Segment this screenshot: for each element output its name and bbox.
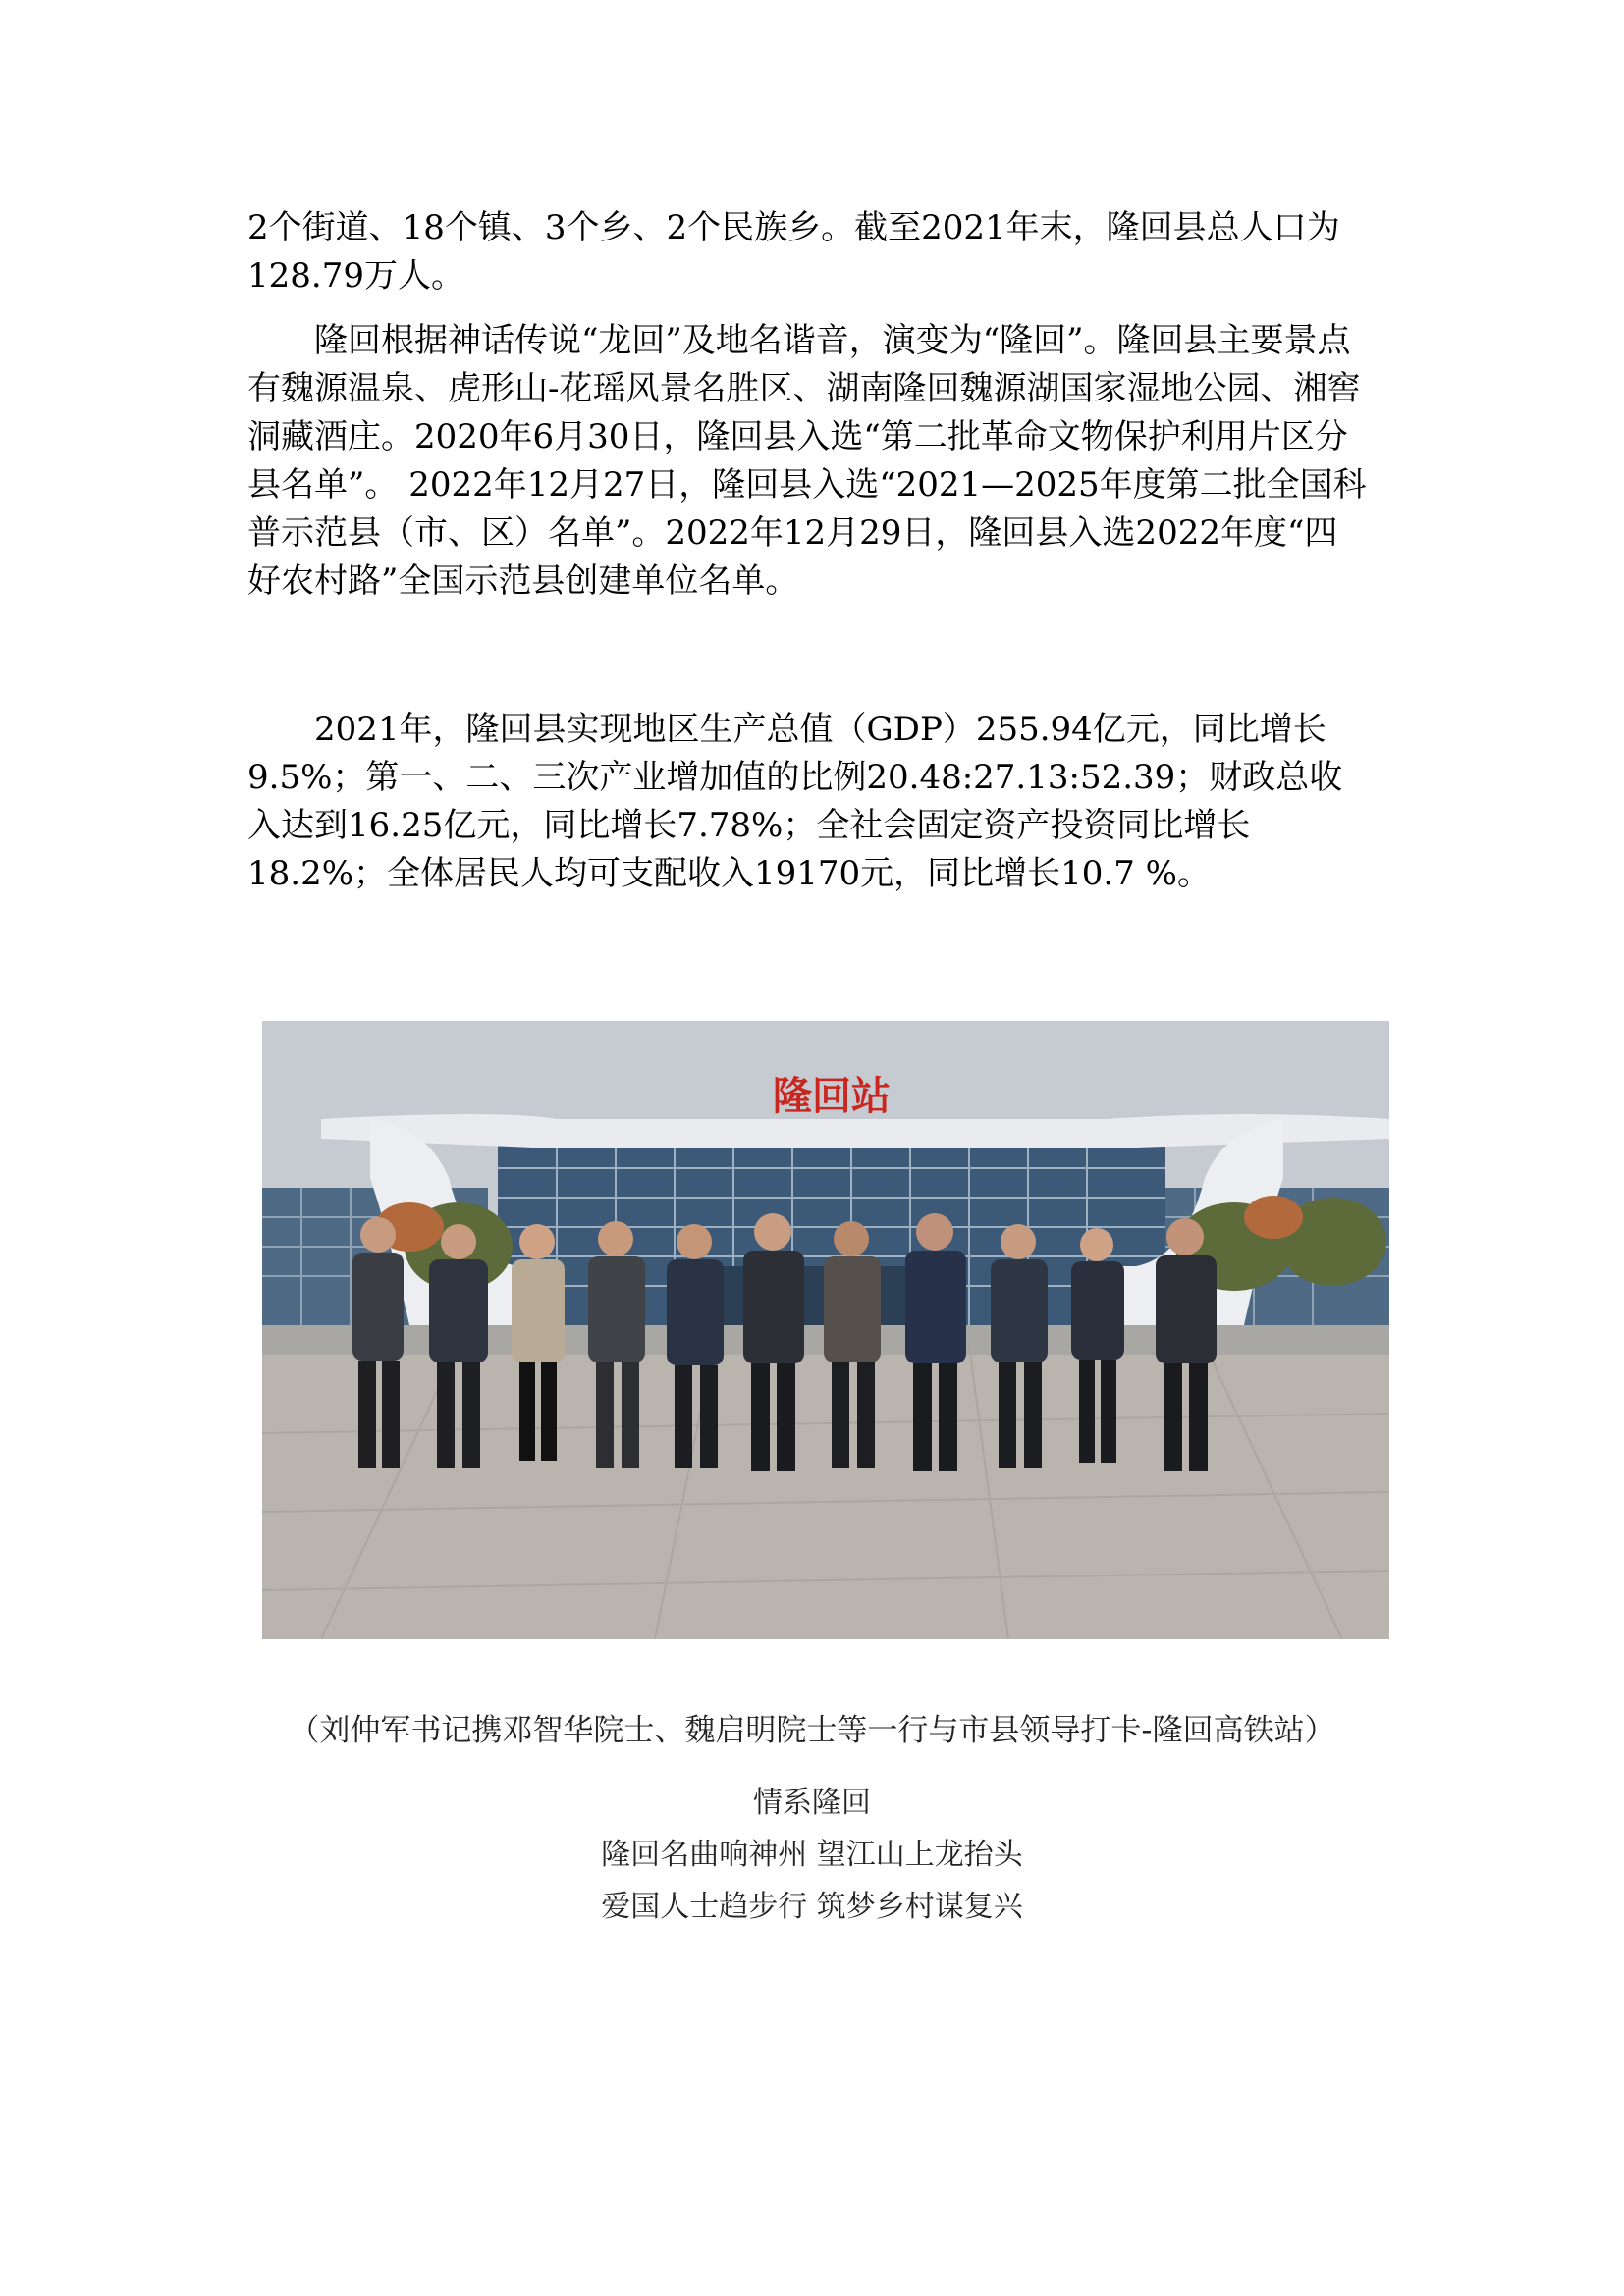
poem-title: 情系隆回 [753, 1786, 871, 1820]
poem-line-2: 爱国人士趋步行 筑梦乡村谋复兴 [601, 1890, 1023, 1924]
photo-caption: （刘仲军书记携邓智华院士、魏启明院士等一行与市县领导打卡-隆回高铁站） [289, 1713, 1335, 1748]
poem-line-1: 隆回名曲响神州 望江山上龙抬头 [601, 1838, 1023, 1872]
station-group-photo [262, 1021, 1389, 1639]
station-sign-text: 隆回站 [773, 1074, 891, 1119]
paragraph-3: 2021年，隆回县实现地区生产总值（GDP）255.94亿元，同比增长9.5%；第一、二、三次产业增加值的比例20.48:27.13:52.39；财政总收入达到16.25亿元，同比增长7.78%；全社会固定资产投资同比增长18.2%；全体居民人均可支配收入19170元，同比增长10.7 %。 [247, 710, 1343, 893]
paragraph-1: 2个街道、18个镇、3个乡、2个民族乡。截至2021年末，隆回县总人口为128.79万人。 [247, 208, 1340, 295]
poem [0, 1777, 1624, 1933]
paragraph-2: 隆回根据神话传说“龙回”及地名谐音，演变为“隆回”。隆回县主要景点有魏源温泉、虎形山-花瑶风景名胜区、湖南隆回魏源湖国家湿地公园、湘窖洞藏酒庄。2020年6月30日，隆回县入选“第二批革命文物保护利用片区分县名单”。 2022年12月27日，隆回县入选“2021—2025年度第二批全国科普示范县（市、区）名单”。2022年12月29日，隆回县入选2022年度“四好农村路”全国示范县创建单位名单。 [247, 321, 1367, 601]
